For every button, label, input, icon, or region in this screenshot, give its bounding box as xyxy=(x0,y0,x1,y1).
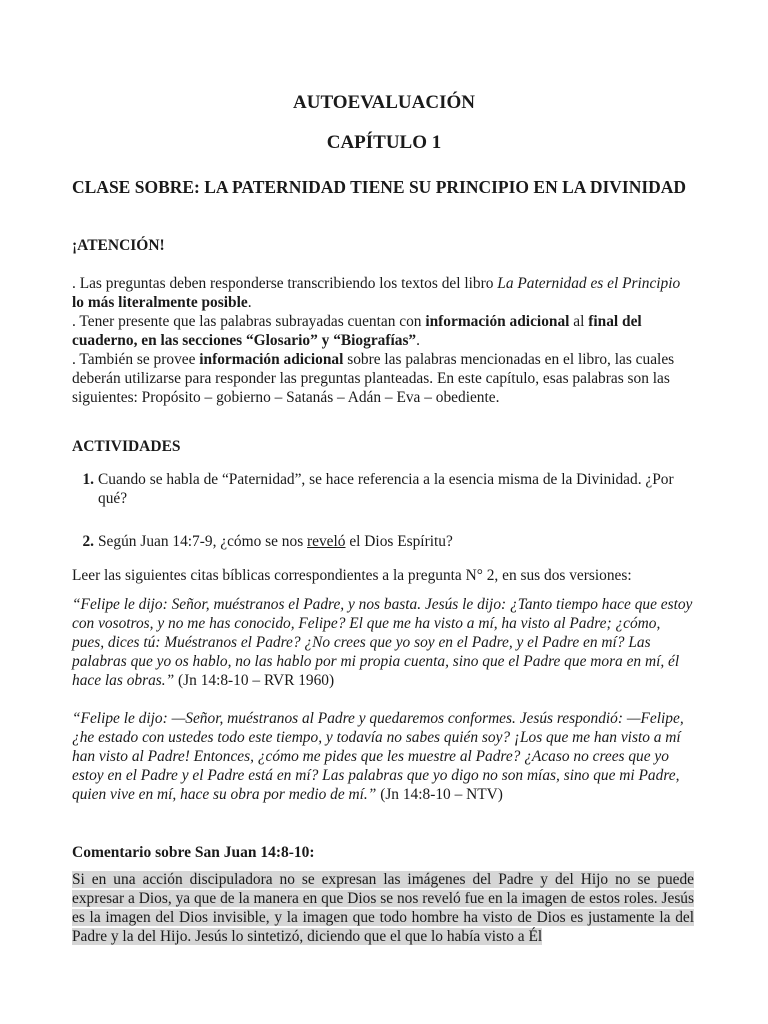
comment-heading: Comentario sobre San Juan 14:8-10: xyxy=(72,844,315,861)
lead-text: Leer las siguientes citas bíblicas correspondientes a la pregunta N° 2, en sus dos versiones: xyxy=(72,567,632,584)
bible-quote-rvr: “Felipe le dijo: Señor, muéstranos el Padre, y nos basta. Jesús le dijo: ¿Tanto tiempo hace que estoy con vosotros, y no me has conocido, Felipe? El que me ha visto a mí, ha visto al Padre; ¿cómo, pues, dices tú: Muéstranos el Padre? ¿No crees que yo soy en el Padre, y el Padre en mí? Las palabras que yo os hablo, no las hablo por mi propia cuenta, sino que el Padre que mora en mí, él hace las obras.” (Jn 14:8-10 – RVR 1960) xyxy=(72,596,693,689)
question-text: Cuando se habla de “Paternidad”, se hace referencia a la esencia misma de la Divinidad. ¿Por qué? xyxy=(98,471,674,507)
instruction-1: . Las preguntas deben responderse transcribiendo los textos del libro La Paternidad es el Principio lo más literalmente posible. xyxy=(72,275,681,311)
quote-reference: (Jn 14:8-10 – RVR 1960) xyxy=(174,672,335,689)
question-item xyxy=(72,470,694,508)
attention-heading: ¡ATENCIÓN! xyxy=(72,237,165,254)
question-text: Según Juan 14:7-9, ¿cómo se nos reveló el Dios Espíritu? xyxy=(98,533,453,550)
question-item xyxy=(72,532,694,551)
page-title: AUTOEVALUACIÓN xyxy=(293,92,475,113)
question-number: 2. xyxy=(82,533,94,550)
comment-text: Si en una acción discipuladora no se expresan las imágenes del Padre y del Hijo no se puede expresar a Dios, ya que de la manera en que Dios se nos reveló fue en la imagen de estos roles. Jesús es la imagen del Dios invisible, y la imagen que todo hombre ha visto de Dios es justamente la del Padre y la del Hijo. Jesús lo sintetizó, diciendo que el que lo había visto a Él xyxy=(72,871,694,945)
underlined-term: reveló xyxy=(307,533,346,550)
activities-heading: ACTIVIDADES xyxy=(72,438,181,455)
instructions-block xyxy=(72,274,694,407)
instruction-2: . Tener presente que las palabras subrayadas cuentan con información adicional al final del cuaderno, en las secciones “Glosario” y “Biografías”. xyxy=(72,313,642,349)
bible-quote-ntv: “Felipe le dijo: —Señor, muéstranos al Padre y quedaremos conformes. Jesús respondió: —Felipe, ¿he estado con ustedes todo este tiempo, y todavía no sabes quién soy? ¡Los que me han visto a mí han visto al Padre! Entonces, ¿cómo me pides que les muestre al Padre? ¿Acaso no crees que yo estoy en el Padre y el Padre está en mí? Las palabras que yo digo no son mías, sino que mi Padre, quien vive en mí, hace su obra por medio de mí.” (Jn 14:8-10 – NTV) xyxy=(72,710,684,803)
instruction-3: . También se provee información adicional sobre las palabras mencionadas en el libro, las cuales deberán utilizarse para responder las preguntas planteadas. En este capítulo, esas palabras son las siguientes: Propósito – gobierno – Satanás – Adán – Eva – obediente. xyxy=(72,351,675,406)
question-number: 1. xyxy=(82,471,94,488)
class-heading: CLASE SOBRE: LA PATERNIDAD TIENE SU PRINCIPIO EN LA DIVINIDAD xyxy=(72,177,687,197)
chapter-title: CAPÍTULO 1 xyxy=(326,132,442,153)
quote-reference: (Jn 14:8-10 – NTV) xyxy=(376,786,503,803)
